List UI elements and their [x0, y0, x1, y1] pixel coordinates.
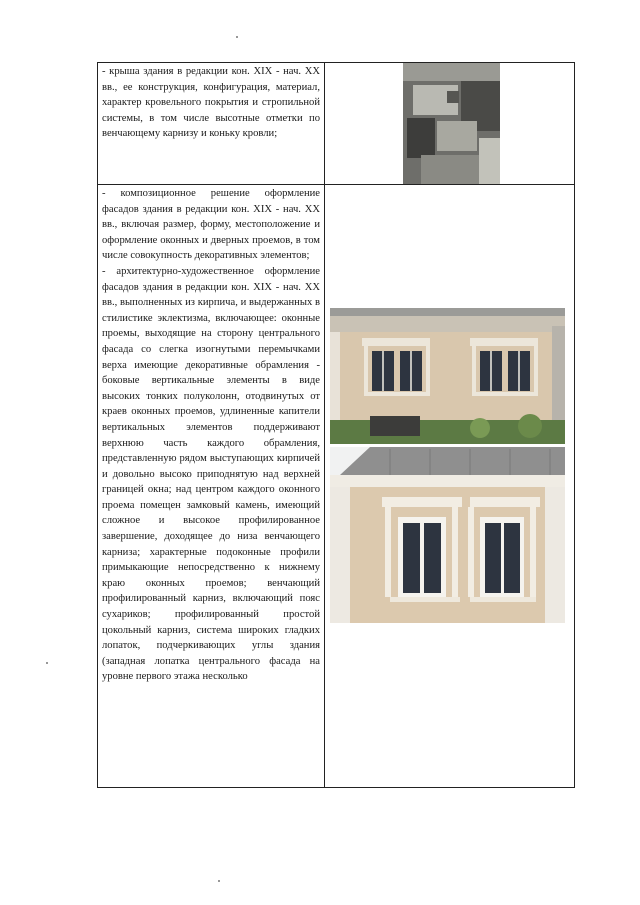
- image-cell: [325, 63, 575, 185]
- scan-artifact: [218, 880, 220, 882]
- facade-photo-1: [330, 308, 565, 444]
- table-row: [98, 185, 575, 788]
- text-cell: [98, 63, 325, 185]
- text-cell: [98, 185, 325, 788]
- table-row: [98, 63, 575, 185]
- scan-artifact: [46, 662, 48, 664]
- image-cell: [325, 185, 575, 788]
- roof-aerial-photo: [403, 63, 500, 184]
- facade-composition-text: - композиционное решение оформление фасадов здания в редакции кон. XIX - нач. XX вв., включая размер, форму, местоположение и оформление оконных и дверных проемов, в том числе совокупность декоративных элементов;: [102, 188, 320, 262]
- facade-decoration-text: - архитектурно-художественное оформление фасадов здания в редакции кон. XIX - нач. XX вв., выполненных из кирпича, и выдержанных в стилистике эклектизма, включающее: оконные проемы, выходящие на сторону центрального фасада со слегка изогнутыми перемычками верха имеющие декоративные обрамления - боковые вертикальные элементы в виде высоких тонких полуколонн, отодвинутых от краев оконных проемов, удлиненные капители вертикальных элементов поддерживают верхнюю часть каждого обрамления, представленную рядом выступающих кирпичей и довольно высоко приподнятую над верхней границей окна; над центром каждого оконного проема помещен замковый камень, имеющий сложное и высокое профилированное завершение, доходящее до низа венчающего карниза; характерные подоконные профили примыкающие непосредственно к нижнему краю оконных проемов; венчающий профилированный карниз, включающий пояс сухариков; профилированный простой цокольный карниз, система широких гладких лопаток, подчеркивающих углы здания (западная лопатка центрального фасада на уровне первого этажа несколько: [102, 265, 320, 683]
- roof-description: - крыша здания в редакции кон. XIX - нач. XX вв., ее конструкция, конфигурация, материал, характер кровельного покрытия и стропильной системы, в том числе высотные отметки по венчающему карнизу и коньку кровли;: [102, 66, 320, 140]
- document-table: [97, 62, 575, 788]
- scan-artifact: [236, 36, 238, 38]
- facade-photo-2: [330, 447, 565, 623]
